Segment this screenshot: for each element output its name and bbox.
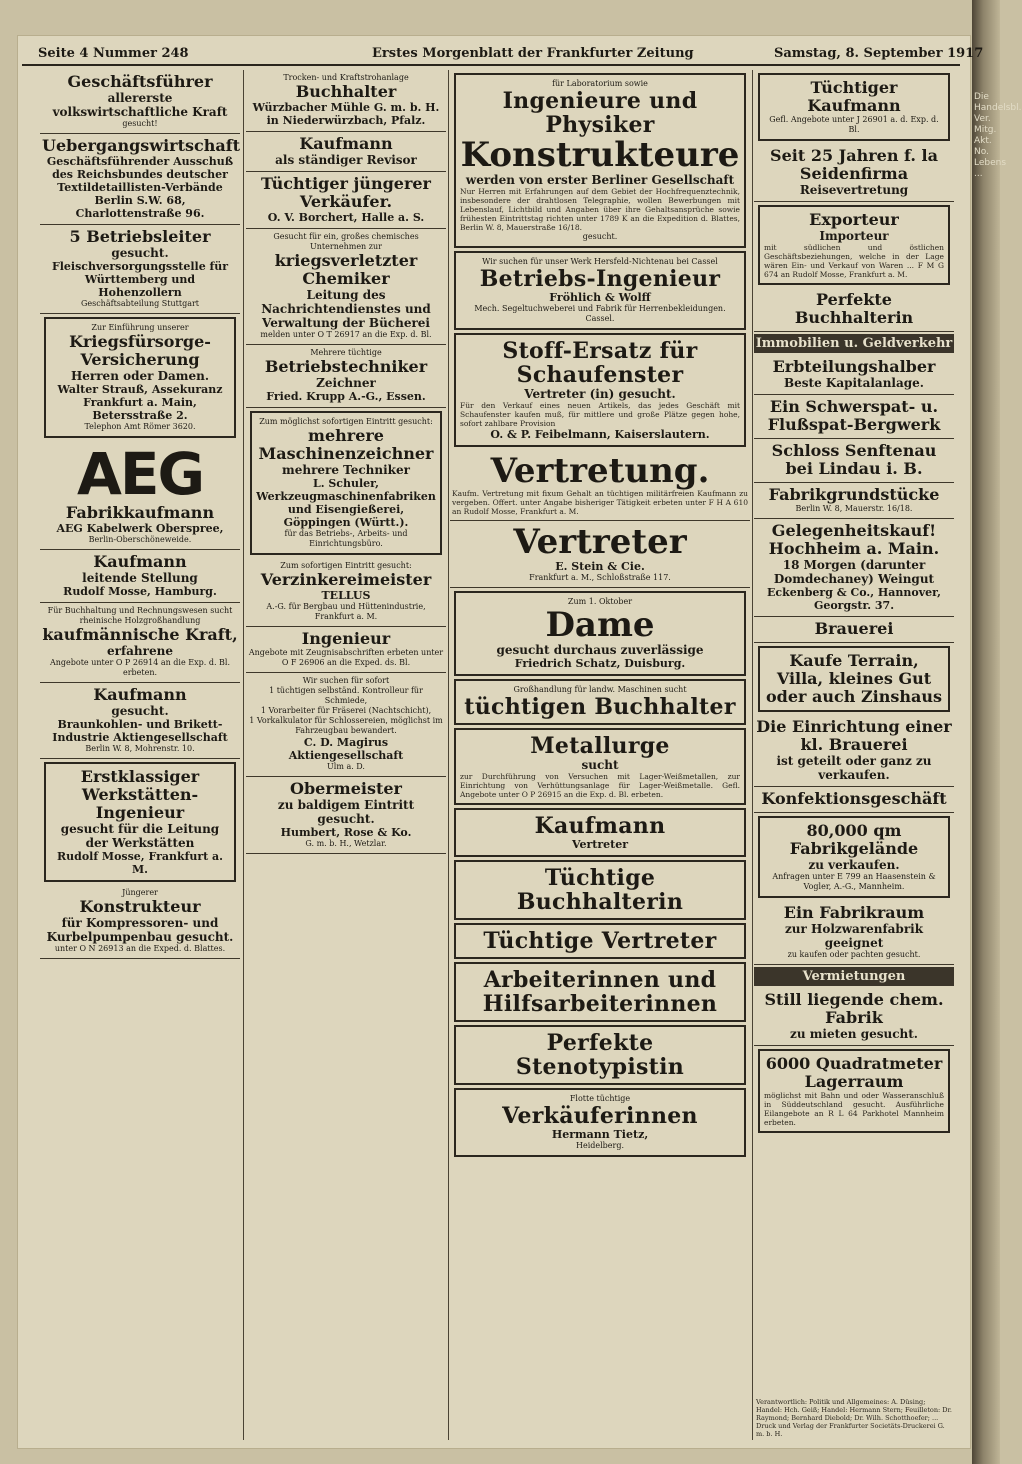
ad-headline: Kaufmann — [93, 685, 187, 704]
column-4 — [754, 70, 954, 1440]
ad-body-text: zur Durchführung von Versuchen mit Lager-Weißmetallen, zur Einrichtung von Verhüttungsanlage für Lager-Weißmetalle. Gefl. Angebote unter O P 26915 an die Exp. d. Bl. erbeten. — [460, 772, 740, 799]
ad-headline: kaufmännische Kraft, — [42, 625, 238, 644]
ad-contact: G. m. b. H., Wetzlar. — [305, 839, 387, 848]
ad-headline: tüchtigen Buchhalter — [464, 694, 736, 720]
ad-contact: Berlin-Oberschöneweide. — [88, 535, 192, 544]
advertisement — [754, 901, 954, 965]
ad-headline: Fabrikkaufmann — [65, 503, 215, 522]
ad-subheading: Herren oder Damen. — [70, 369, 210, 383]
advertisement — [246, 777, 446, 854]
ad-intro: Zum möglichst sofortigen Eintritt gesucht: — [259, 417, 433, 426]
ad-subheading: Vertreter (in) gesucht. — [524, 387, 676, 401]
ad-headline: Ein Fabrikraum — [783, 903, 925, 922]
ad-headline: Konfektionsgeschäft — [761, 789, 947, 808]
advertisement — [758, 205, 950, 285]
advertisement — [246, 70, 446, 132]
ad-headline: Die Einrichtung einer kl. Brauerei — [756, 717, 952, 754]
ad-contact: Gefl. Angebote unter J 26901 a. d. Exp. d. Bl. — [769, 115, 939, 134]
advertiser-name: Fleischversorgungsstelle für Württemberg und Hohenzollern — [51, 260, 229, 299]
advertisement — [40, 441, 240, 550]
ad-contact: Anfragen unter E 799 an Haasenstein & Vogler, A.-G., Mannheim. — [772, 872, 936, 891]
ad-list-item: 1 Vorkalkulator für Schlossereien, möglichst im Fahrzeugbau bewandert. — [249, 716, 443, 735]
ad-contact: Geschäftsabteilung Stuttgart — [80, 299, 200, 308]
ad-contact: zu kaufen oder pachten gesucht. — [787, 950, 921, 959]
ad-subheading: Beste Kapitalanlage. — [784, 376, 924, 390]
ad-display-word: Konstrukteure — [460, 135, 740, 175]
column-3 — [450, 70, 750, 1440]
ad-display-word: Dame — [545, 605, 655, 645]
ad-intro: Wir suchen für unser Werk Hersfeld-Nichtenau bei Cassel — [482, 257, 718, 266]
ad-headline: Kaufmann — [534, 813, 666, 839]
ad-contact: gesucht. — [582, 232, 618, 241]
section-banner: Vermietungen — [754, 967, 954, 986]
ad-subheading: Reisevertretung — [799, 183, 909, 197]
advertisement — [754, 355, 954, 395]
ad-intro: Für Buchhaltung und Rechnungswesen sucht rheinische Holzgroßhandlung — [47, 606, 233, 625]
ad-subheading: Leitung des Nachrichtendienstes und Verwaltung der Bücherei — [261, 288, 431, 330]
advertisement — [754, 988, 954, 1046]
column-rule — [448, 70, 449, 1440]
ad-list-item: 1 Vorarbeiter für Fräserei (Nachtschicht), — [260, 706, 432, 715]
advertisement — [758, 1049, 950, 1133]
ad-headline: Obermeister — [290, 779, 402, 798]
advertisement — [450, 450, 750, 521]
advertisement — [754, 395, 954, 439]
ad-display-word: Vertreter — [513, 522, 687, 562]
ad-headline: Kriegsfürsorge-Versicherung — [69, 332, 211, 369]
ad-contact: Berlin W. 8, Mohrenstr. 10. — [85, 744, 195, 753]
ad-headline: Verkäuferinnen — [502, 1103, 698, 1129]
advertisement — [40, 225, 240, 314]
ad-headline: Konstrukteur — [79, 897, 201, 916]
advertiser-name: Geschäftsführender Ausschuß des Reichsbundes deutscher Textildetaillisten-Verbände Berlin S.W. 68, Charlottenstraße 96. — [46, 155, 234, 220]
advertiser-name: Braunkohlen- und Brikett-Industrie Aktiengesellschaft — [52, 718, 228, 744]
advertiser-name: Walter Strauß, Assekuranz Frankfurt a. Main, Betersstraße 2. — [57, 383, 223, 422]
advertiser-name: Fröhlich & Wolff — [549, 291, 651, 304]
ad-body-text: Kaufm. Vertretung mit fixum Gehalt an tüchtigen militärfreien Kaufmann zu vergeben. Offert. unter Angabe bisheriger Tätigkeit erbeten unter F H A 610 an Rudolf Mosse, Frankfurt a. M. — [452, 489, 748, 516]
ad-headline: Tüchtige Vertreter — [483, 928, 717, 954]
advertisement — [758, 73, 950, 141]
advertiser-name: TELLUS — [321, 589, 371, 602]
advertiser-name: Friedrich Schatz, Duisburg. — [514, 657, 686, 670]
ad-subheading: ist geteilt oder ganz zu verkaufen. — [776, 754, 932, 782]
ad-headline: Gelegenheitskauf! Hochheim a. Main. — [768, 521, 940, 558]
advertisement — [454, 679, 746, 725]
advertisement — [40, 550, 240, 603]
ad-contact: Angebote unter O P 26914 an die Exp. d. Bl. erbeten. — [49, 658, 231, 677]
ad-contact: A.-G. für Bergbau und Hüttenindustrie, Frankfurt a. M. — [266, 602, 426, 621]
advertiser-name: Humbert, Rose & Ko. — [280, 826, 412, 839]
advertisement — [40, 603, 240, 683]
advertisement — [40, 683, 240, 759]
column-rule — [752, 70, 753, 1440]
advertisement — [754, 519, 954, 617]
advertisement — [246, 673, 446, 777]
ad-intro: Gesucht für ein, großes chemisches Unternehmen zur — [273, 232, 419, 251]
ad-subheading: Importeur — [819, 229, 889, 243]
advertiser-name: Rudolf Mosse, Frankfurt a. M. — [56, 850, 223, 876]
column-rule — [243, 70, 244, 1440]
advertisement — [44, 317, 236, 438]
advertisement — [250, 411, 442, 555]
adjacent-page-text: Die Handelsbl. Ver. Mitg. Akt. No. Lebens ... — [974, 92, 1022, 179]
ad-headline: Fabrikgrundstücke — [768, 485, 940, 504]
ad-display-word: Vertretung. — [490, 451, 710, 491]
ad-subheading: zu mieten gesucht. — [790, 1027, 918, 1041]
ad-contact: Berlin W. 8, Mauerstr. 16/18. — [795, 504, 913, 513]
ad-subheading: allererste volkswirtschaftliche Kraft — [52, 91, 228, 119]
ad-headline: Seit 25 Jahren f. la Seidenfirma — [770, 146, 938, 183]
advertisement — [454, 73, 746, 248]
ad-intro: Zur Einführung unserer — [91, 323, 189, 332]
ad-subheading: zu verkaufen. — [808, 858, 900, 872]
advertiser-name: O. V. Borchert, Halle a. S. — [267, 211, 425, 224]
page-number: Seite 4 Nummer 248 — [38, 46, 189, 61]
ad-headline: Ingenieur — [301, 629, 391, 648]
ad-subheading: 18 Morgen (darunter Domdechaney) Weingut — [773, 558, 935, 586]
ad-subheading: gesucht durchaus zuverlässige — [496, 643, 704, 657]
ad-body-text: Für den Verkauf eines neuen Artikels, das jedes Geschäft mit Schaufenster kaufen muß, für mittlere und große Plätze gegen hohe, sofort zahlbare Provision — [460, 401, 740, 428]
ad-headline: Perfekte Buchhalterin — [794, 290, 914, 327]
advertisement — [44, 762, 236, 882]
ad-contact: Heidelberg. — [575, 1141, 625, 1150]
advertiser-name: C. D. Magirus Aktiengesellschaft — [288, 736, 404, 762]
advertisement — [246, 627, 446, 673]
advertisement — [246, 345, 446, 408]
advertisement — [454, 251, 746, 330]
ad-headline: Tüchtiger Kaufmann — [807, 78, 901, 115]
ad-headline: Metallurge — [530, 733, 670, 759]
advertiser-name: Hermann Tietz, — [551, 1128, 649, 1141]
running-header — [22, 44, 984, 66]
ad-headline: Kaufmann — [93, 552, 187, 571]
ad-subheading: gesucht. — [111, 246, 169, 260]
advertiser-name: E. Stein & Cie. — [555, 560, 645, 573]
advertisement — [754, 483, 954, 519]
ad-subheading: Zeichner — [316, 376, 376, 390]
advertiser-name: Fried. Krupp A.-G., Essen. — [266, 390, 426, 403]
advertisement — [454, 808, 746, 857]
ad-intro: Zum 1. Oktober — [567, 597, 633, 606]
ad-contact: Angebote mit Zeugnisabschriften erbeten unter O F 26906 an die Exped. ds. Bl. — [248, 648, 444, 667]
advertisement — [246, 132, 446, 172]
ad-headline: Stoff-Ersatz für Schaufenster — [502, 338, 698, 388]
advertisement — [40, 70, 240, 134]
ad-headline: kriegsverletzter Chemiker — [274, 251, 418, 288]
advertisement — [450, 521, 750, 588]
ad-contact: Frankfurt a. M., Schloßstraße 117. — [529, 573, 671, 582]
ad-body-text: möglichst mit Bahn und oder Wasseranschluß in Süddeutschland gesucht. Ausführliche Eilangebote an R L 64 Parkhotel Mannheim erbeten. — [764, 1091, 944, 1127]
advertisement — [754, 617, 954, 643]
ad-intro: Trocken- und Kraftstrohanlage — [283, 73, 409, 82]
ad-headline: Betriebstechniker — [264, 357, 428, 376]
advertisement — [454, 333, 746, 447]
ad-subheading: für Kompressoren- und Kurbelpumpenbau gesucht. — [46, 916, 234, 944]
advertisement — [754, 144, 954, 202]
company-logo: AEG — [76, 440, 204, 508]
ad-intro: Mehrere tüchtige — [310, 348, 382, 357]
advertisement — [754, 288, 954, 332]
ad-headline: Kaufe Terrain, Villa, kleines Gut oder auch Zinshaus — [765, 651, 943, 706]
ad-contact: Telephon Amt Römer 3620. — [84, 422, 196, 431]
ad-headline: Exporteur — [809, 210, 899, 229]
ad-subheading: gesucht für die Leitung der Werkstätten — [60, 822, 220, 850]
ad-headline: Perfekte Stenotypistin — [515, 1030, 685, 1080]
ad-headline: Uebergangswirtschaft — [42, 136, 241, 155]
ad-intro: Wir suchen für sofort — [302, 676, 390, 685]
newspaper-title: Erstes Morgenblatt der Frankfurter Zeitung — [372, 46, 694, 61]
ad-headline: Erbteilungshalber — [772, 357, 936, 376]
ad-intro: für Laboratorium sowie — [552, 79, 648, 88]
ad-headline: Geschäftsführer — [67, 72, 213, 91]
ad-intro: Zum sofortigen Eintritt gesucht: — [280, 561, 412, 570]
ad-subheading: zur Holzwarenfabrik geeignet — [784, 922, 924, 950]
ad-headline: 6000 Quadratmeter Lagerraum — [765, 1054, 943, 1091]
ad-headline: Ein Schwerspat- u. Flußspat-Bergwerk — [767, 397, 941, 434]
advertisement — [454, 962, 746, 1022]
ad-contact: gesucht! — [122, 119, 158, 128]
advertisement — [40, 134, 240, 225]
column-2 — [246, 70, 446, 1440]
colophon: Verantwortlich: Politik und Allgemeines: A. Düsing; Handel: Hch. Geiß; Handel: Hermann Stern; Feuilleton: Dr. Raymond; Bernhard Diebold; Dr. Wilh. Schotthoefer; ... Druck und Verlag der Frankfurter Societäts-Druckerei G. m. b. H. — [756, 1398, 952, 1438]
ad-headline: 80,000 qm Fabrikgelände — [789, 821, 919, 858]
ad-headline: Kaufmann — [299, 134, 393, 153]
ad-headline: Buchhalter — [295, 82, 397, 101]
ad-headline: Ingenieure und Physiker — [502, 88, 698, 138]
ad-subheading: sucht — [581, 758, 619, 772]
ad-subheading: werden von erster Berliner Gesellschaft — [465, 173, 735, 187]
advertisement — [246, 172, 446, 229]
ad-headline: Verzinkereimeister — [260, 570, 432, 589]
advertisement — [454, 1088, 746, 1157]
ad-headline: Schloss Senftenau bei Lindau i. B. — [771, 441, 937, 478]
advertisement — [40, 885, 240, 959]
advertiser-name: Vertreter — [571, 838, 629, 851]
advertiser-name: Rudolf Mosse, Hamburg. — [63, 585, 217, 598]
ad-intro: Jüngerer — [122, 888, 158, 897]
issue-date: Samstag, 8. September 1917 — [774, 46, 984, 61]
adjacent-page-edge — [972, 0, 1022, 1464]
ad-headline: Tüchtige Buchhalterin — [516, 865, 684, 915]
ad-subheading: leitende Stellung — [82, 571, 198, 585]
ad-headline: Betriebs-Ingenieur — [479, 266, 721, 292]
ad-body-text: mit südlichen und östlichen Geschäftsbeziehungen, welche in der Lage wären Ein- und Verkauf von Waren ... F M G 674 an Rudolf Mosse, Frankfurt a. M. — [764, 243, 944, 279]
ad-body-text: Nur Herren mit Erfahrungen auf dem Gebiet der Hochfrequenztechnik, insbesondere der drahtlosen Telegraphie, wollen Bewerbungen mit Lebenslauf, Lichtbild und Angaben über ihre Gehaltsansprüche sowie frühesten Eintrittstag richten unter 1789 K an die Expedition d. Blattes, Berlin W. 8, Mauerstraße 16/18. — [460, 187, 740, 232]
ad-intro: Großhandlung für landw. Maschinen sucht — [513, 685, 687, 694]
advertisement — [754, 715, 954, 787]
ad-list-item: 1 tüchtigen selbständ. Kontrolleur für Schmiede, — [269, 686, 423, 705]
ad-contact: melden unter O T 26917 an die Exp. d. Bl. — [260, 330, 432, 339]
column-1 — [40, 70, 240, 1440]
advertiser-name: O. & P. Feibelmann, Kaiserslautern. — [490, 428, 710, 441]
advertisement — [454, 923, 746, 959]
ad-contact: für das Betriebs-, Arbeits- und Einrichtungsbüro. — [284, 529, 408, 548]
ad-subheading: erfahrene — [107, 644, 173, 658]
advertisement — [246, 558, 446, 627]
ad-subheading: mehrere Techniker — [282, 463, 410, 477]
ad-headline: Still liegende chem. Fabrik — [764, 990, 944, 1027]
advertisement — [454, 728, 746, 805]
advertisement — [754, 787, 954, 813]
advertisement — [754, 439, 954, 483]
ad-headline: Brauerei — [814, 619, 894, 638]
ad-intro: Flotte tüchtige — [569, 1094, 631, 1103]
section-banner: Immobilien u. Geldverkehr — [755, 336, 953, 351]
ad-headline: mehrere Maschinenzeichner — [258, 426, 434, 463]
advertisement — [454, 1025, 746, 1085]
ad-headline: Arbeiterinnen und Hilfsarbeiterinnen — [482, 967, 718, 1017]
advertisement — [454, 860, 746, 920]
ad-contact: Ulm a. D. — [327, 762, 365, 771]
advertiser-name: Eckenberg & Co., Hannover, Georgstr. 37. — [767, 586, 941, 612]
ad-headline: Erstklassiger Werkstätten-Ingenieur — [80, 767, 200, 822]
advertisement — [454, 591, 746, 676]
advertiser-name: L. Schuler, Werkzeugmaschinenfabriken und Eisengießerei, Göppingen (Württ.). — [256, 477, 436, 529]
advertisement — [246, 229, 446, 345]
ad-subheading: als ständiger Revisor — [275, 153, 417, 167]
ad-subheading: gesucht. — [111, 704, 169, 718]
ad-subheading: zu baldigem Eintritt gesucht. — [277, 798, 415, 826]
ad-contact: unter O N 26913 an die Exped. d. Blattes. — [54, 944, 226, 953]
advertiser-name: Würzbacher Mühle G. m. b. H. in Niederwürzbach, Pfalz. — [252, 101, 440, 127]
ad-headline: 5 Betriebsleiter — [69, 227, 211, 246]
ad-contact: Mech. Segeltuchweberei und Fabrik für Herrenbekleidungen. Cassel. — [474, 304, 726, 323]
advertisement — [758, 816, 950, 898]
ad-headline: Tüchtiger jüngerer Verkäufer. — [261, 174, 431, 211]
advertisement — [758, 646, 950, 712]
advertiser-name: AEG Kabelwerk Oberspree, — [56, 522, 224, 535]
